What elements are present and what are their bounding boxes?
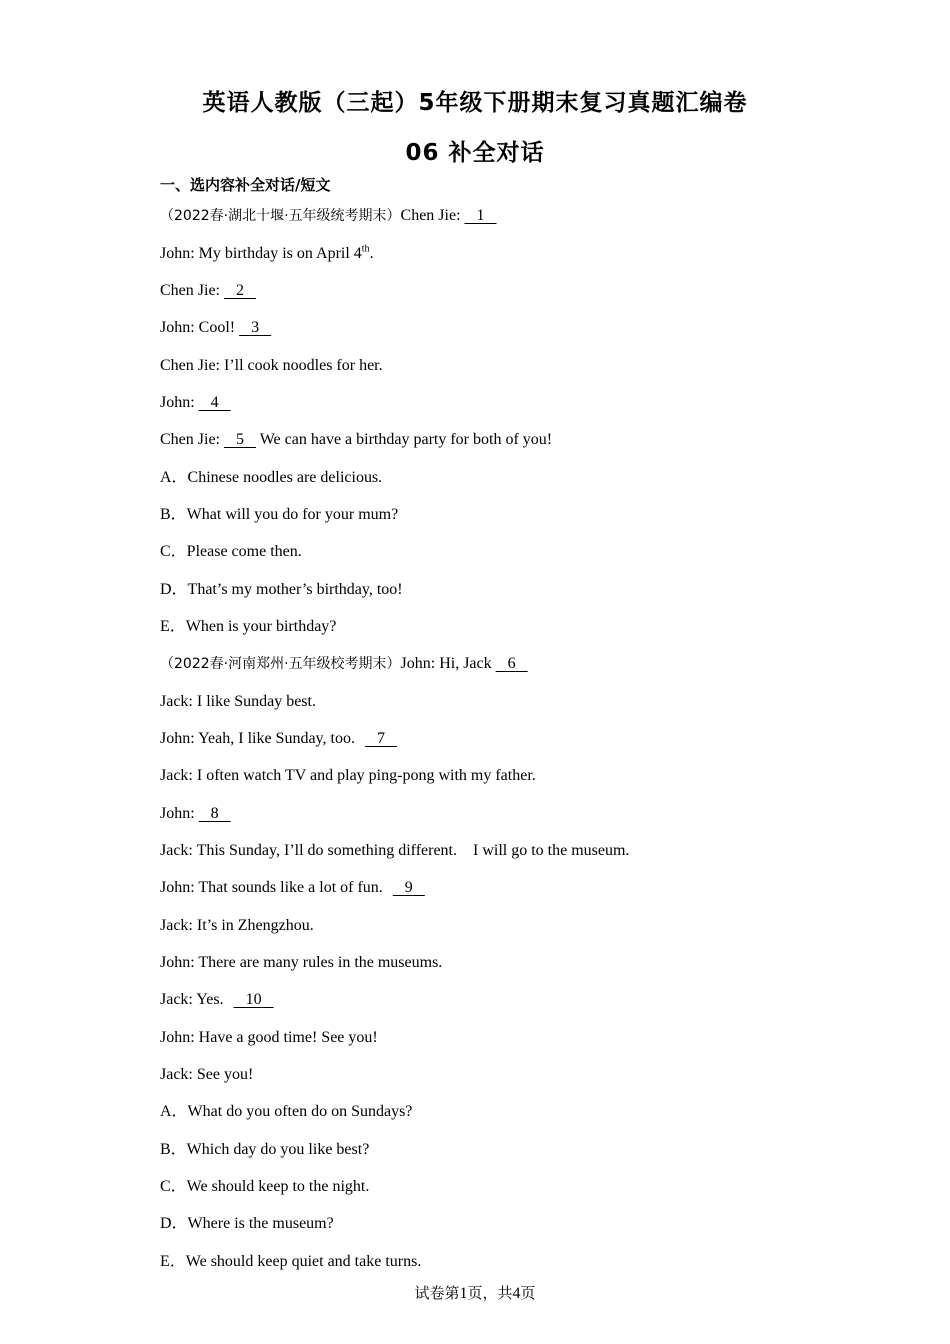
q1-source: （2022春·湖北十堰·五年级统考期末） (160, 208, 401, 224)
q1-line-2-end: . (369, 245, 374, 262)
blank-1 (465, 206, 497, 226)
page-footer (0, 1282, 950, 1303)
document-title: 英语人教版（三起）5年级下册期末复习真题汇编卷 (202, 90, 748, 116)
blank-7 (365, 729, 397, 749)
blank-9 (393, 878, 425, 898)
blank-3-number: 3 (251, 319, 260, 336)
q1-line-7-suffix: We can have a birthday party for both of you! (256, 431, 553, 448)
q1-option-d: D．That’s my mother’s birthday, too! (160, 581, 403, 598)
blank-10 (234, 990, 274, 1010)
q2-source: （2022春·河南郑州·五年级校考期末） (160, 656, 401, 672)
q2-line-10 (160, 990, 274, 1010)
blank-5 (224, 430, 256, 450)
blank-7-number: 7 (376, 730, 385, 747)
q1-line-4-prefix: John: Cool! (160, 319, 240, 336)
q2-option-b: B．Which day do you like best? (160, 1141, 370, 1158)
q1-line-4 (160, 318, 271, 338)
blank-8 (199, 804, 231, 824)
ordinal-suffix: th (361, 243, 370, 255)
q1-line-6 (160, 393, 231, 413)
q2-line-11: John: Have a good time! See you! (160, 1029, 378, 1046)
q1-line-1-prefix: Chen Jie: (400, 207, 465, 224)
q2-line-10-prefix: Jack: Yes. (160, 991, 224, 1008)
footer-middle: 页，共 (467, 1284, 513, 1302)
q1-line-3-prefix: Chen Jie: (160, 282, 224, 299)
q1-line-6-prefix: John: (160, 394, 199, 411)
q2-line-7 (160, 878, 425, 898)
blank-10-number: 10 (245, 991, 262, 1008)
blank-6 (496, 654, 528, 674)
q2-line-8: Jack: It’s in Zhengzhou. (160, 917, 314, 934)
blank-4 (199, 393, 231, 413)
q2-line-9: John: There are many rules in the museums. (160, 954, 443, 971)
q2-option-e: E．We should keep quiet and take turns. (160, 1253, 422, 1270)
blank-8-number: 8 (210, 805, 219, 822)
q2-line-5 (160, 804, 231, 824)
q2-line-7-prefix: John: That sounds like a lot of fun. (160, 879, 383, 896)
blank-2-number: 2 (236, 282, 244, 299)
footer-suffix: 页 (520, 1284, 536, 1302)
q1-option-b: B．What will you do for your mum? (160, 506, 399, 523)
q1-option-c: C．Please come then. (160, 543, 302, 560)
q1-line-3 (160, 281, 256, 301)
q1-line-1 (160, 206, 497, 226)
q2-line-3 (160, 729, 397, 749)
blank-9-number: 9 (404, 879, 413, 896)
q1-line-7 (160, 430, 552, 450)
document-subtitle: 06 补全对话 (405, 140, 545, 166)
q1-option-a: A．Chinese noodles are delicious. (160, 469, 383, 486)
q2-line-5-prefix: John: (160, 805, 199, 822)
blank-6-number: 6 (507, 655, 516, 672)
q2-line-12: Jack: See you! (160, 1066, 254, 1083)
q1-line-7-prefix: Chen Jie: (160, 431, 224, 448)
blank-1-number: 1 (476, 207, 485, 224)
q2-option-d: D．Where is the museum? (160, 1215, 334, 1232)
q2-option-a: A．What do you often do on Sundays? (160, 1103, 413, 1120)
q2-option-c: C．We should keep to the night. (160, 1178, 370, 1195)
q1-line-2 (160, 244, 374, 264)
blank-5-number: 5 (236, 431, 244, 448)
blank-2 (224, 281, 256, 301)
q1-option-e: E．When is your birthday? (160, 618, 337, 635)
q1-line-5: Chen Jie: I’ll cook noodles for her. (160, 357, 383, 374)
footer-total-pages: 4 (512, 1285, 521, 1302)
section-heading: 一、选内容补全对话/短文 (160, 176, 331, 194)
q2-line-6: Jack: This Sunday, I’ll do something different. I will go to the museum. (160, 842, 630, 859)
q2-line-3-prefix: John: Yeah, I like Sunday, too. (160, 730, 355, 747)
q2-line-2: Jack: I like Sunday best. (160, 693, 316, 710)
blank-4-number: 4 (210, 394, 219, 411)
q1-line-2-text: John: My birthday is on April 4 (160, 245, 362, 262)
footer-prefix: 试卷第 (414, 1284, 460, 1302)
q2-line-4: Jack: I often watch TV and play ping-pong with my father. (160, 767, 536, 784)
footer-page-number: 1 (459, 1285, 468, 1302)
blank-3 (239, 318, 271, 338)
q2-line-1 (160, 654, 528, 674)
q2-line-1-prefix: John: Hi, Jack (400, 655, 496, 672)
